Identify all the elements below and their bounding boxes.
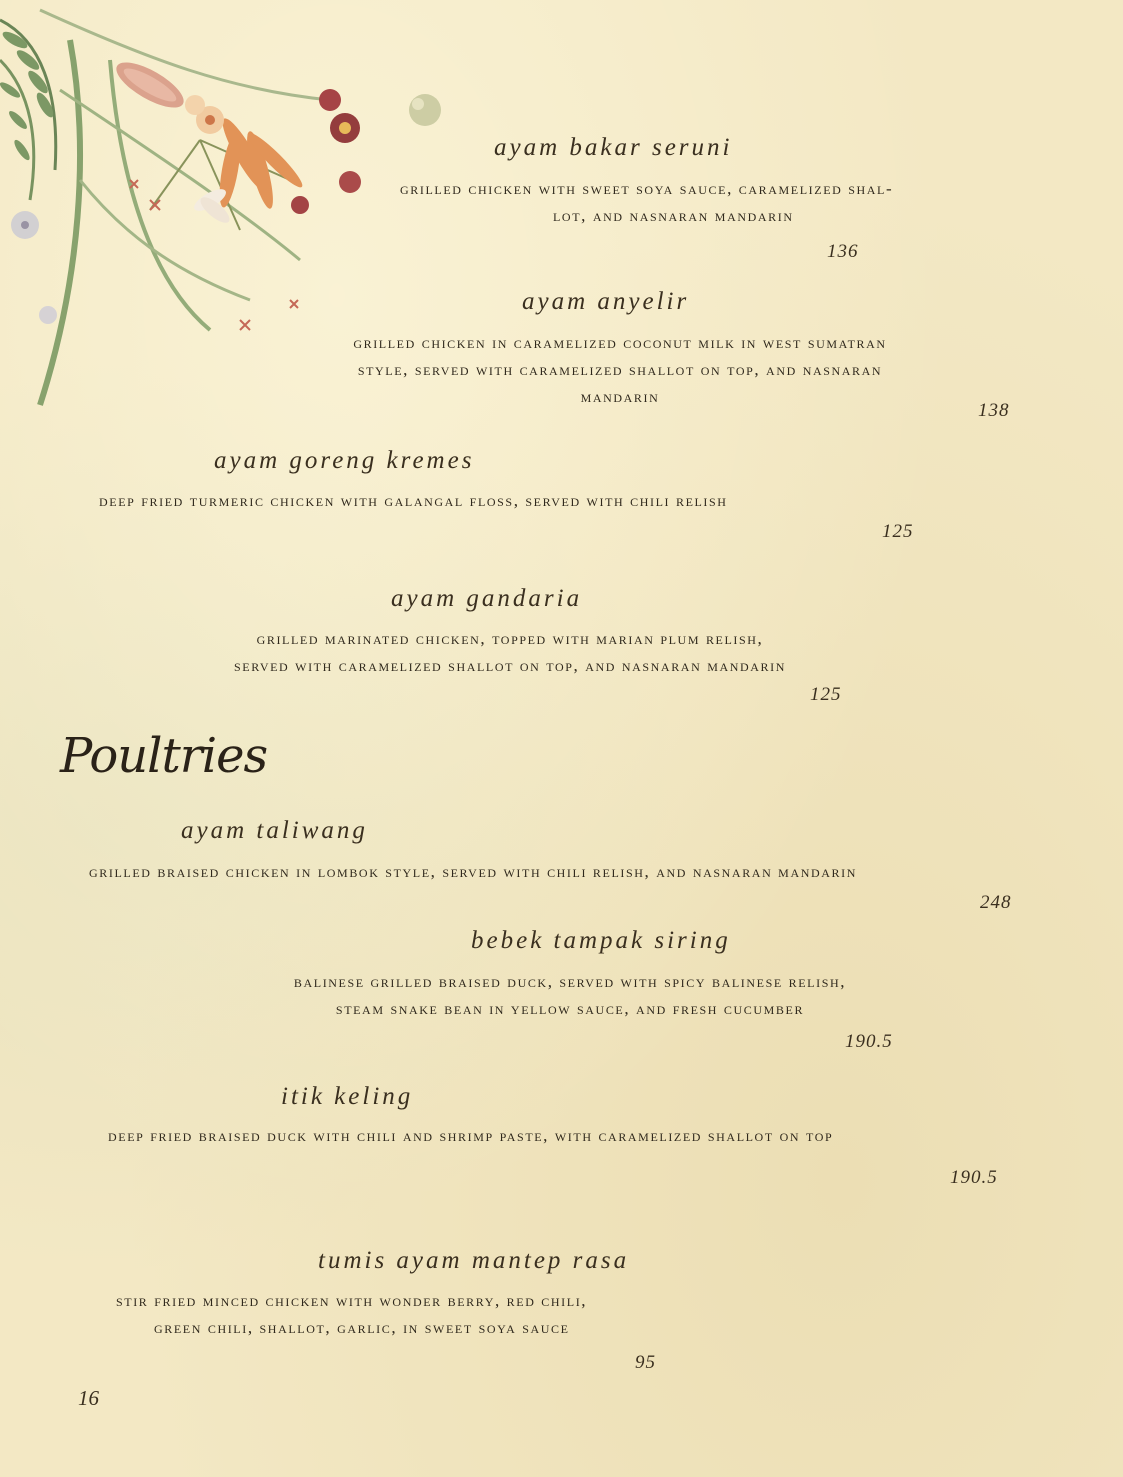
dish-description: grilled marinated chicken, topped with marian plum relish,: [256, 629, 764, 648]
dish-description: served with caramelized shallot on top, and nasnaran mandarin: [234, 656, 786, 675]
dish-price: 125: [882, 521, 914, 542]
dish-price: 248: [980, 892, 1012, 913]
dish-description: stir fried minced chicken with wonder berry, red chili,: [116, 1291, 588, 1310]
dish-price: 138: [978, 400, 1010, 421]
dish-name: ayam taliwang: [181, 817, 368, 844]
dish-name: itik keling: [281, 1083, 414, 1110]
dish-name: ayam gandaria: [391, 585, 583, 612]
dish-description: grilled chicken in caramelized coconut milk in west sumatran: [353, 333, 887, 352]
dish-description: mandarin: [580, 387, 660, 406]
dish-name: ayam goreng kremes: [214, 447, 475, 474]
section-title: Poultries: [60, 728, 268, 784]
dish-name: ayam anyelir: [522, 288, 690, 315]
page-number: 16: [78, 1386, 99, 1410]
dish-price: 136: [827, 241, 859, 262]
dish-name: ayam bakar seruni: [494, 134, 733, 161]
dish-description: green chili, shallot, garlic, in sweet soya sauce: [154, 1318, 570, 1337]
dish-price: 190.5: [950, 1167, 998, 1188]
dish-description: steam snake bean in yellow sauce, and fresh cucumber: [335, 999, 805, 1018]
dish-description: deep fried turmeric chicken with galangal floss, served with chili relish: [99, 491, 728, 510]
dish-description: deep fried braised duck with chili and shrimp paste, with caramelized shallot on top: [108, 1126, 834, 1145]
dish-description: lot, and nasnaran mandarin: [553, 206, 794, 225]
dish-price: 95: [635, 1352, 656, 1373]
dish-price: 190.5: [845, 1031, 893, 1052]
dish-name: tumis ayam mantep rasa: [318, 1247, 630, 1274]
dish-description: balinese grilled braised duck, served with spicy balinese relish,: [293, 972, 847, 991]
dish-price: 125: [810, 684, 842, 705]
dish-description: grilled chicken with sweet soya sauce, caramelized shal-: [400, 179, 894, 198]
dish-description: grilled braised chicken in lombok style, served with chili relish, and nasnaran mandarin: [89, 862, 857, 881]
dish-description: style, served with caramelized shallot on top, and nasnaran: [357, 360, 883, 379]
dish-name: bebek tampak siring: [471, 927, 731, 954]
